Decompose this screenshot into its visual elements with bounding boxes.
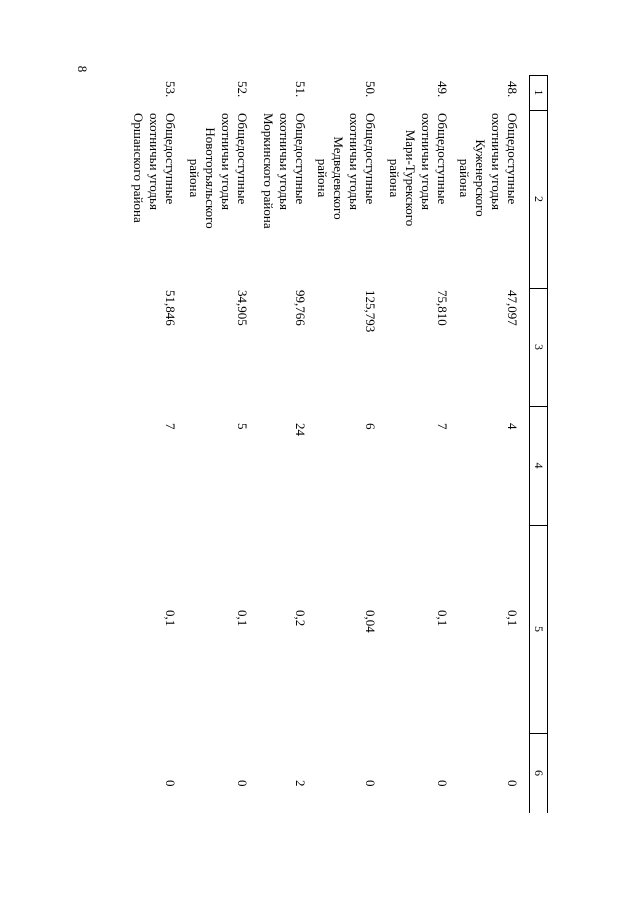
column-header-2: 2 (532, 196, 546, 202)
value-col5: 0,1 (235, 610, 250, 627)
value-col5: 0,1 (435, 610, 450, 627)
value-col3: 47,097 (505, 290, 520, 326)
value-col4: 4 (505, 423, 520, 430)
row-name-line: Общедоступные (235, 113, 250, 205)
row-name (130, 113, 178, 243)
page-number: 8 (75, 65, 90, 73)
row-name (186, 113, 250, 243)
row-name (314, 113, 378, 243)
value-col5: 0,2 (293, 610, 308, 627)
value-col3: 34,905 (235, 290, 250, 326)
column-header-6: 6 (532, 770, 546, 776)
row-name-line: Общедоступные (363, 113, 378, 205)
row-name-line: охотничьи угодья (489, 113, 504, 210)
row-name (386, 113, 450, 243)
value-col3: 75,810 (435, 290, 450, 326)
value-col5: 0,04 (363, 610, 378, 633)
row-name-line: района (457, 158, 472, 198)
row-name-line: Мари-Турекского (403, 129, 418, 227)
value-col6: 0 (235, 780, 250, 787)
value-col3: 99,766 (293, 290, 308, 326)
row-name-line: Медведевского (331, 136, 346, 220)
row-number: 50. (363, 81, 378, 98)
value-col4: 6 (363, 423, 378, 430)
value-col3: 125,793 (363, 290, 378, 333)
value-col5: 0,1 (163, 610, 178, 627)
row-name-line: Моркинского района (261, 113, 276, 229)
row-name-line: Оршанского района (131, 113, 146, 223)
value-col6: 2 (293, 780, 308, 787)
row-name-line: района (387, 158, 402, 198)
row-name-line: Общедоступные (435, 113, 450, 205)
row-number: 49. (435, 81, 450, 98)
value-col6: 0 (505, 780, 520, 787)
row-number: 52. (235, 81, 250, 98)
value-col4: 5 (235, 423, 250, 430)
row-name-line: Общедоступные (163, 113, 178, 205)
row-number: 48. (505, 81, 520, 98)
row-name-line: охотничьи угодья (147, 113, 162, 210)
row-number: 51. (293, 81, 308, 98)
value-col6: 0 (363, 780, 378, 787)
value-col3: 51,846 (163, 290, 178, 326)
value-col5: 0,1 (505, 610, 520, 627)
row-name-line: района (315, 158, 330, 198)
row-name-line: Общедоступные (505, 113, 520, 205)
row-name-line: охотничьи угодья (419, 113, 434, 210)
value-col4: 7 (435, 423, 450, 430)
row-name-line: Общедоступные (293, 113, 308, 205)
value-col6: 0 (163, 780, 178, 787)
row-name (260, 113, 308, 243)
row-name-line: Новоторъяльского (203, 127, 218, 229)
row-name-line: охотничьи угодья (219, 113, 234, 210)
column-header-1: 1 (532, 89, 546, 96)
column-header-5: 5 (532, 626, 546, 632)
row-name-line: охотничьи угодья (277, 113, 292, 210)
value-col4: 24 (293, 423, 308, 436)
row-name-line: района (187, 158, 202, 198)
value-col6: 0 (435, 780, 450, 787)
row-name-line: охотничьи угодья (347, 113, 362, 210)
row-number: 53. (163, 81, 178, 98)
column-header-4: 4 (532, 462, 546, 469)
value-col4: 7 (163, 423, 178, 430)
column-header-3: 3 (532, 344, 546, 350)
row-name-line: Куженерского (473, 139, 488, 217)
row-name (456, 113, 520, 243)
rotated-table (110, 75, 548, 813)
